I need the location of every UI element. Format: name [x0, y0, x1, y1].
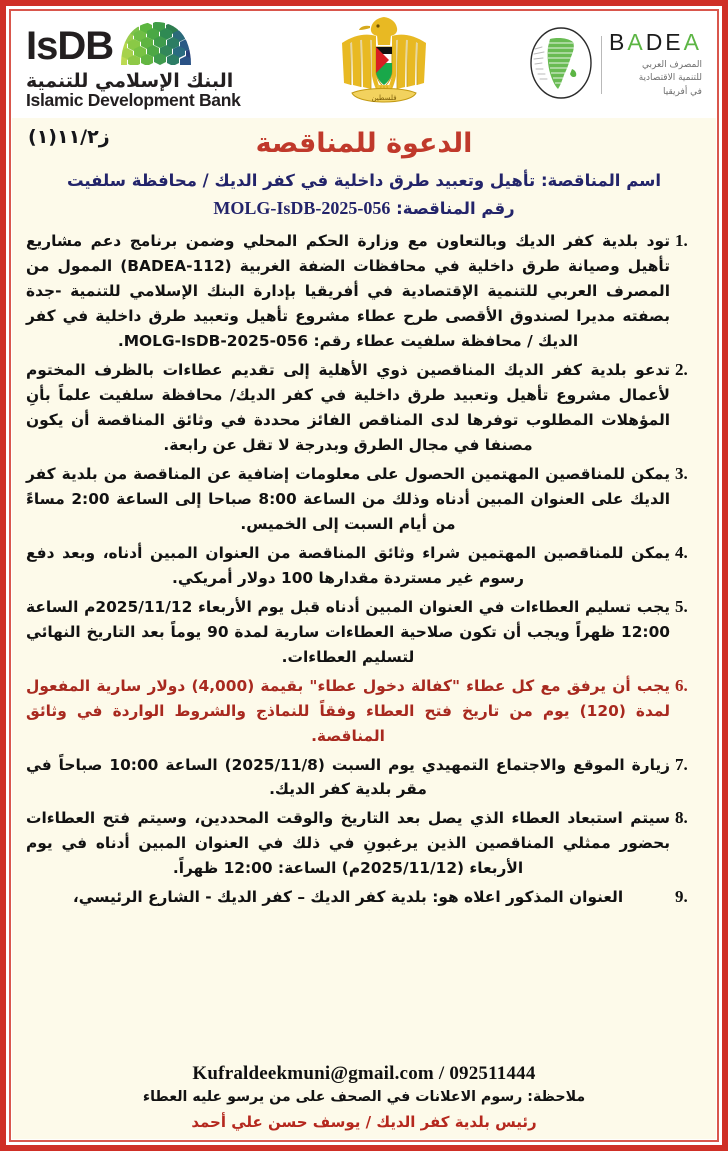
badea-logo — [528, 25, 702, 106]
clause-text: سيتم استبعاد العطاء الذي يصل بعد التاريخ والوقت المحددين، وسيتم فتح العطاءات بحضور ممثلي المناقصين الذين يرغبونِ في ذلك في العنوان المبين أدناه في يوم الأربعاء (2025/11/12م) الساعة: 12:00 ظهراً. — [26, 809, 670, 878]
clause-item — [26, 462, 700, 537]
clause-text: يمكن للمناقصين المهتمين شراء وثائق المناقصة من العنوان المبين أدناه، وبعد دفع رسوم غير مستردة مقدارها 100 دولار أمريكي. — [26, 543, 670, 587]
clause-number: 6. — [675, 675, 688, 695]
isdb-logo — [26, 21, 241, 110]
badea-arabic-line-3: في أفريقيا — [663, 86, 702, 97]
badea-africa-globe-icon — [528, 25, 594, 106]
clause-text: العنوان المذكور اعلاه هو: بلدية كفر الديك – كفر الديك - الشارع الرئيسي، — [72, 888, 624, 907]
page-title: الدعوة للمناقصة — [255, 128, 473, 159]
clause-number: 9. — [675, 887, 688, 907]
badea-arabic-line-2: للتنمية الاقتصادية — [638, 73, 702, 84]
clause-item — [26, 806, 700, 881]
clause-list — [12, 225, 716, 1062]
tender-number-value: MOLG-IsDB-2025-056 — [213, 197, 391, 218]
clause-number: 1. — [675, 231, 688, 251]
isdb-dome-icon — [119, 21, 193, 71]
signature-line: رئيس بلدية كفر الديك / يوسف حسن علي أحمد — [191, 1113, 537, 1131]
isdb-english-name: Islamic Development Bank — [26, 89, 241, 110]
tender-name-line: اسم المناقصة: تأهيل وتعبيد طرق داخلية في كفر الديك / محافظة سلفيت — [66, 171, 662, 190]
badea-arabic-line-1: المصرف العربي — [642, 60, 702, 71]
logo-header-bar — [12, 12, 716, 118]
emblem-caption: فلسطين — [371, 93, 397, 102]
clause-item — [26, 229, 700, 354]
clause-item — [26, 595, 700, 670]
badea-text-block — [609, 31, 702, 98]
badea-acronym: BADEA — [609, 29, 702, 56]
title-section — [12, 118, 716, 225]
clause-text: يمكن للمناقصين المهتمين الحصول على معلومات إضافية عن المناقصة من بلدية كفر الديك على العنوان المبين أدناه وذلك من الساعة 8:00 صباحا إلى الساعة 2:00 مساءً من أيام السبت إلى الخميس. — [26, 465, 670, 533]
clause-number: 5. — [675, 596, 688, 616]
badea-divider — [601, 36, 602, 94]
contact-separator: / — [438, 1063, 445, 1084]
clause-item — [26, 753, 700, 803]
tender-number-label: رقم المناقصة: — [396, 198, 515, 218]
clause-number: 4. — [675, 542, 688, 562]
isdb-acronym: IsDB — [26, 23, 114, 68]
clause-text: يجب تسليم العطاءات في العنوان المبين أدناه قبل يوم الأربعاء 2025/11/12م الساعة 12:00 ظهراً ويجب أن تكون صلاحية العطاءات سارية لمدة 90 يوماً بعد التاريخ النهائي لتسليم العطاءات. — [26, 597, 671, 666]
contact-email[interactable]: Kufraldeekmuni@gmail.com — [192, 1063, 434, 1084]
clause-text: يجب أن يرفق مع كل عطاء "كفالة دخول عطاء" بقيمة (4,000) دولار سارية المفعول لمدة (120) يوم من تاريخ فتح العطاء وفقاً للنماذج والشروط الواردة في وثائق المناقصة. — [26, 676, 671, 745]
isdb-arabic-name: البنك الإسلامي للتنمية — [26, 69, 234, 92]
clause-item — [26, 541, 700, 591]
badea-arabic-name — [609, 59, 702, 98]
footer-note: ملاحظة: رسوم الاعلانات في الصحف على من يرسو عليه العطاء — [142, 1089, 586, 1105]
clause-item — [26, 885, 700, 910]
page-sheet — [12, 12, 716, 1139]
footer-section — [12, 1062, 716, 1139]
clause-text: زيارة الموقع والاجتماع التمهيدي يوم السبت (2025/11/8) الساعة 10:00 صباحاً في مقر بلدية كفر الديك. — [26, 755, 671, 799]
clause-number: 3. — [675, 464, 688, 484]
clause-item-highlighted — [26, 674, 700, 749]
clause-number: 7. — [675, 754, 688, 774]
isdb-logo-top — [26, 21, 193, 71]
contact-phone[interactable]: 092511444 — [449, 1063, 536, 1084]
clause-number: 2. — [675, 360, 688, 380]
clause-item — [26, 358, 700, 458]
tender-number-line — [28, 195, 700, 223]
palestine-eagle-emblem — [336, 13, 432, 118]
reference-number: ز١١/٢(١) — [28, 126, 110, 148]
clause-text: تدعو بلدية كفر الديك المناقصين ذوي الأهلية إلى تقديم عطاءات بالظرف المختوم لأعمال مشروع تأهيل وتعبيد طرق داخلية في كفر الديك/ محافظة سلفيت علماً بأنِ المؤهلات المطلوب توفرها لدى المناقص الفائز محددة في وثائق المناقصة أن يكون مصنفا في مجال الطرق وبدرجة لا تقل عن رابعة. — [26, 361, 670, 455]
clause-number: 8. — [675, 808, 688, 828]
clause-text: تود بلدية كفر الديك وبالتعاون مع وزارة الحكم المحلي وضمن برنامج دعم مشاريع تأهيل وصيانة طرق داخلية في محافظات الضفة الغربية (BADEA-112) الممول من المصرف العربي للتنمية الإقتصادية في أفريقيا بإدارة البنك الإسلامي للتنمية -جدة بصفته مديرا لصندوق الأقصى طرح عطاء مشروع تأهيل وتعبيد طرق داخلية في كفر الديك / محافظة سلفيت عطاء رقم: MOLG-IsDB-2025-056. — [26, 232, 670, 351]
contact-line — [28, 1063, 700, 1085]
